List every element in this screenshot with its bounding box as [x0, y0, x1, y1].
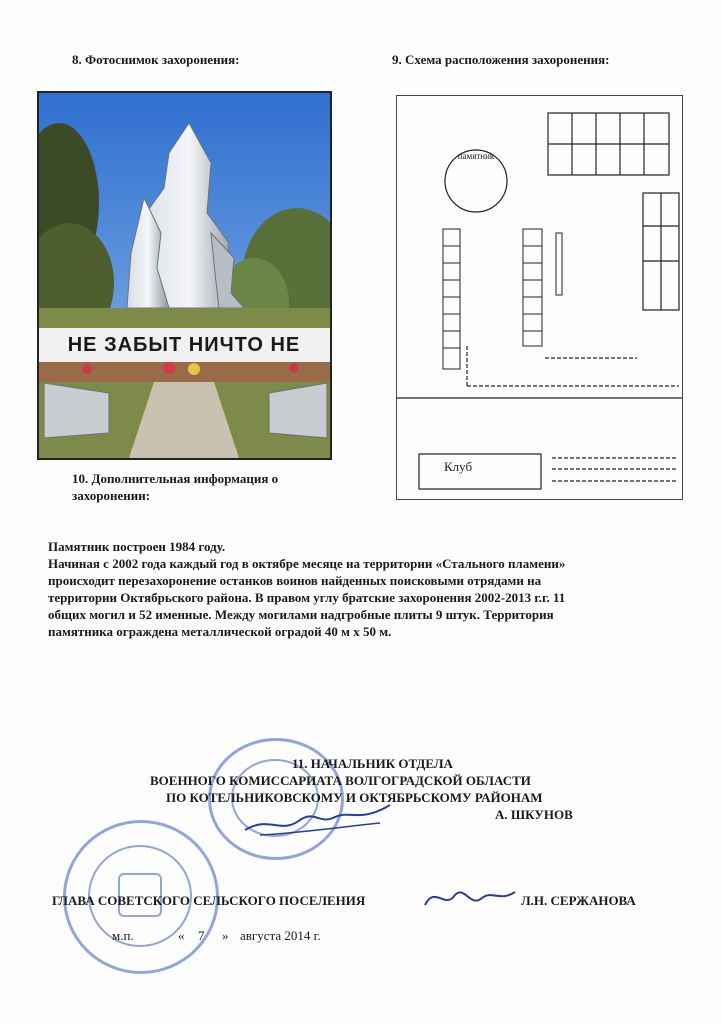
info-line-4: территории Октябрьского района. В правом углу братские захоронения 2002-2013 г.г. 11 — [48, 590, 566, 605]
info-line-3: происходит перезахоронение останков воинов найденных поисковыми отрядами на — [48, 573, 542, 588]
date-day: 7 — [198, 928, 205, 943]
section-8-label: 8. Фотоснимок захоронения: — [72, 52, 240, 67]
fence-lines — [467, 346, 679, 481]
section-9-label: 9. Схема расположения захоронения: — [392, 52, 610, 67]
banner-text: НЕ ЗАБЫТ НИЧТО НЕ — [67, 334, 301, 356]
sig11-line2: ВОЕННОГО КОМИССАРИАТА ВОЛГОГРАДСКОЙ ОБЛАСТИ — [150, 773, 531, 788]
section-10-label-line1: 10. Дополнительная информация о — [72, 471, 279, 486]
club-building — [419, 454, 541, 489]
grave-column-left — [443, 229, 460, 369]
sig11-line1: 11. НАЧАЛЬНИК ОТДЕЛА — [292, 756, 453, 771]
info-line-6: памятника ограждена металлической оградой 40 м х 50 м. — [48, 624, 392, 639]
grave-column-middle — [523, 229, 562, 346]
additional-info-text — [48, 538, 668, 640]
burial-photo — [37, 91, 332, 460]
head-signature — [420, 880, 520, 920]
head-name: Л.Н. СЕРЖАНОВА — [521, 893, 636, 908]
info-line-1: Памятник построен 1984 году. — [48, 539, 226, 554]
head-title: ГЛАВА СОВЕТСКОГО СЕЛЬСКОГО ПОСЕЛЕНИЯ — [52, 893, 366, 908]
grave-grid-top — [548, 113, 669, 175]
date-month-year: августа 2014 г. — [240, 928, 321, 943]
section-10-label-line2: захоронении: — [72, 488, 151, 503]
info-line-2: Начиная с 2002 года каждый год в октябре месяце на территории «Стального пламени» — [48, 556, 566, 571]
monument-label: памятник — [457, 151, 495, 161]
grave-grid-right — [643, 193, 679, 310]
club-label: Клуб — [444, 459, 473, 474]
stamp-place-label: м.п. — [112, 928, 134, 943]
commissar-signature — [240, 795, 400, 845]
sig11-line4: А. ШКУНОВ — [495, 807, 573, 822]
monument-photo-illustration — [39, 93, 330, 458]
date-open-quote: « — [178, 928, 185, 943]
date-close-quote: » — [222, 928, 229, 943]
burial-layout-scheme — [396, 95, 683, 500]
info-line-5: общих могил и 52 именные. Между могилами надгробные плиты 9 штук. Территория — [48, 607, 554, 622]
sig11-line3: ПО КОТЕЛЬНИКОВСКОМУ И ОКТЯБРЬСКОМУ РАЙОНАМ — [166, 790, 543, 805]
